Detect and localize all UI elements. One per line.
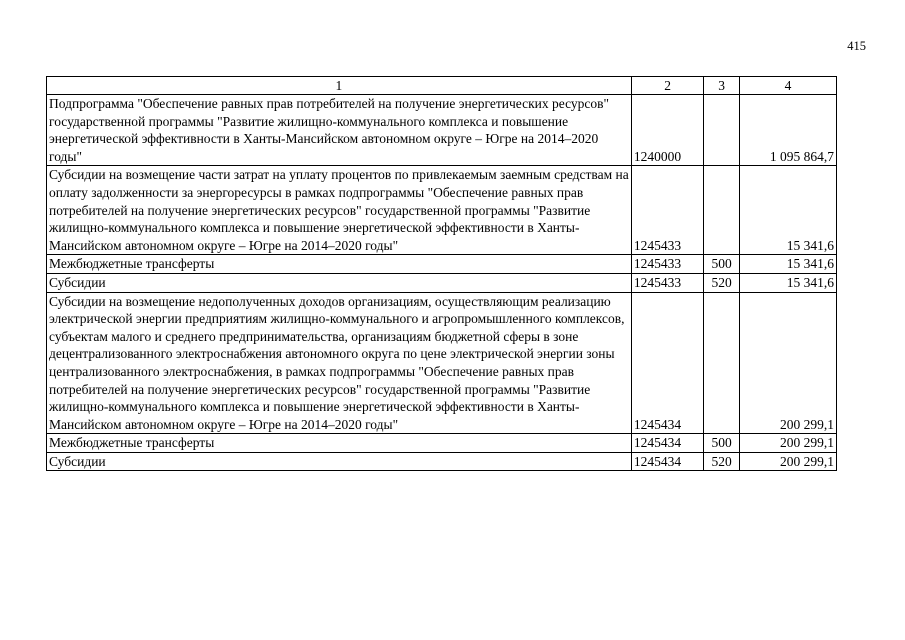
row-name: Субсидии на возмещение недополученных доходов организациям, осуществляющим реализацию электрической энергии предприятиям жилищно-коммунального и агропромышленного комплексов, субъектам малого и среднего предпринимательства, организациям бюджетной сферы в зоне децентрализованного электроснабжения автономного округа по цене электрической энергии зоны централизованного электроснабжения, в рамках подпрограммы "Обеспечение равных прав потребителей на получение энергетических ресурсов" государственной программы "Развитие жилищно-коммунального комплекса и повышение энергетической эффективности в Ханты-Мансийском автономном округе – Югре на 2014–2020 годы"	[47, 292, 632, 434]
table-row	[47, 166, 837, 255]
row-type: 520	[704, 273, 740, 292]
table-row	[47, 292, 837, 434]
header-col-1: 1	[47, 77, 632, 95]
table-row	[47, 434, 837, 453]
row-amount: 200 299,1	[740, 452, 837, 471]
page-number: 415	[847, 39, 866, 53]
table-row	[47, 273, 837, 292]
row-code: 1245433	[631, 255, 703, 274]
row-name: Субсидии	[47, 273, 632, 292]
row-type: 500	[704, 255, 740, 274]
header-col-4: 4	[740, 77, 837, 95]
row-type: 500	[704, 434, 740, 453]
header-col-3: 3	[704, 77, 740, 95]
row-type	[704, 292, 740, 434]
row-amount: 15 341,6	[740, 273, 837, 292]
row-name: Межбюджетные трансферты	[47, 255, 632, 274]
table-row	[47, 95, 837, 166]
table-row	[47, 452, 837, 471]
budget-table	[46, 76, 837, 471]
row-type	[704, 166, 740, 255]
row-code: 1245433	[631, 273, 703, 292]
row-name: Субсидии на возмещение части затрат на уплату процентов по привлекаемым заемным средствам на оплату задолженности за энергоресурсы в рамках подпрограммы "Обеспечение равных прав потребителей на получение энергетических ресурсов" государственной программы "Развитие жилищно-коммунального комплекса и повышение энергетической эффективности в Ханты-Мансийском автономном округе – Югре на 2014–2020 годы"	[47, 166, 632, 255]
row-type: 520	[704, 452, 740, 471]
row-code: 1245434	[631, 292, 703, 434]
row-code: 1245434	[631, 452, 703, 471]
row-name: Подпрограмма "Обеспечение равных прав потребителей на получение энергетических ресурсов" государственной программы "Развитие жилищно-коммунального комплекса и повышение энергетической эффективности в Ханты-Мансийском автономном округе – Югре на 2014–2020 годы"	[47, 95, 632, 166]
row-amount: 1 095 864,7	[740, 95, 837, 166]
row-amount: 200 299,1	[740, 292, 837, 434]
row-amount: 15 341,6	[740, 255, 837, 274]
row-name: Субсидии	[47, 452, 632, 471]
table-row	[47, 255, 837, 274]
row-amount: 200 299,1	[740, 434, 837, 453]
header-col-2: 2	[631, 77, 703, 95]
row-code: 1240000	[631, 95, 703, 166]
row-name: Межбюджетные трансферты	[47, 434, 632, 453]
row-amount: 15 341,6	[740, 166, 837, 255]
row-type	[704, 95, 740, 166]
row-code: 1245433	[631, 166, 703, 255]
table-header-row	[47, 77, 837, 95]
row-code: 1245434	[631, 434, 703, 453]
